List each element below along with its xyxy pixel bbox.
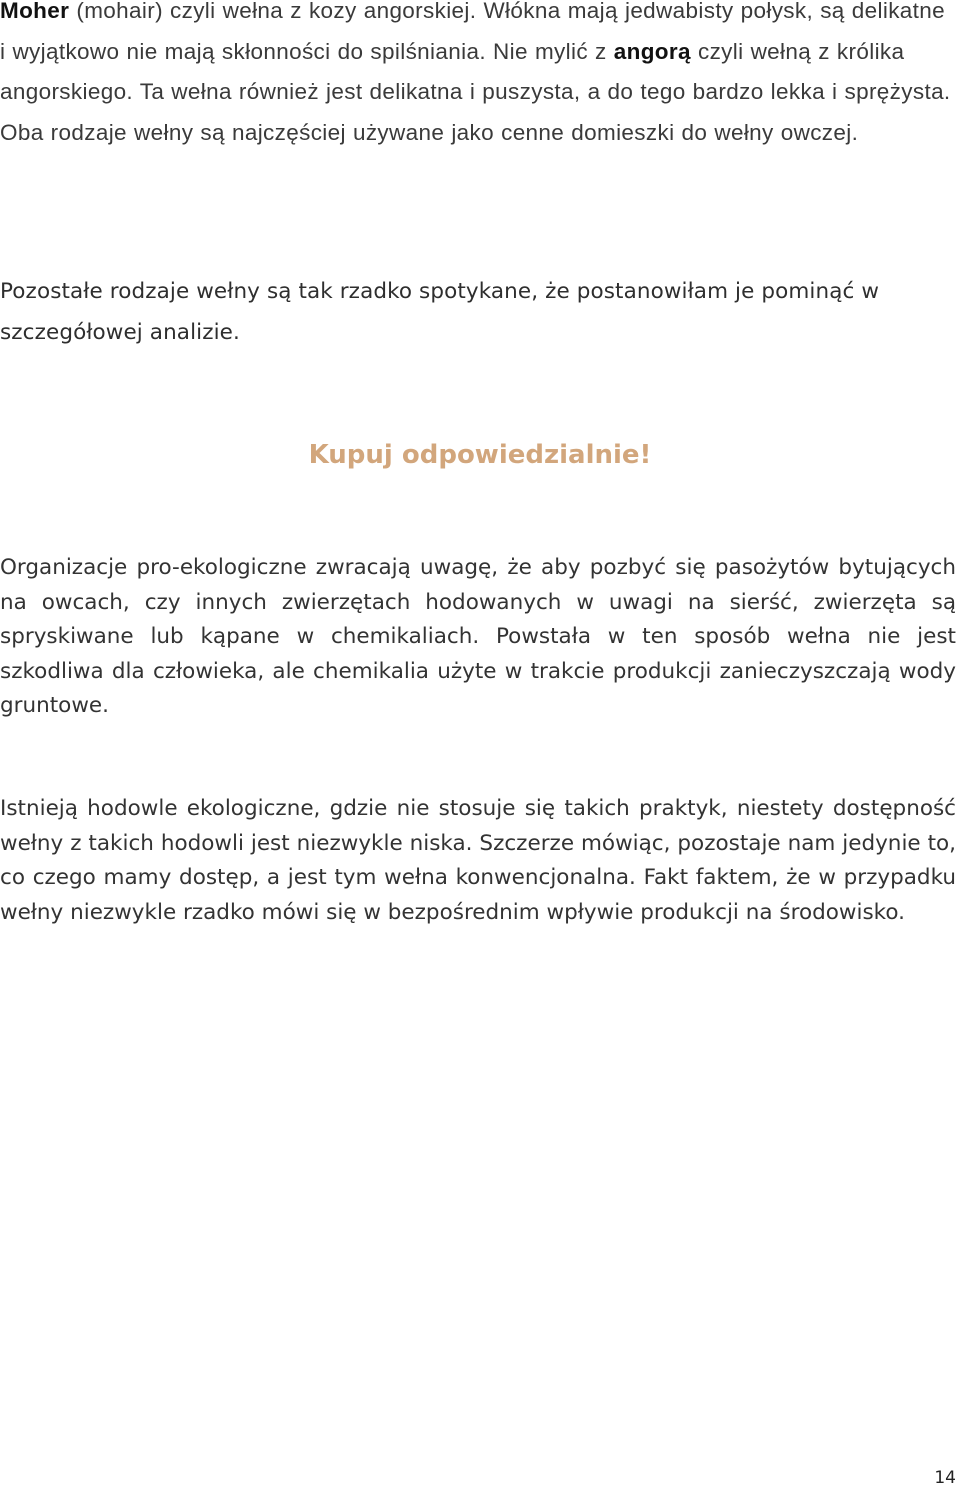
term-mohair: Moher xyxy=(0,0,70,23)
term-angora: angorą xyxy=(613,38,691,64)
paragraph-eco-farms: Istnieją hodowle ekologiczne, gdzie nie stosuje się takich praktyk, niestety dostępność wełny z takich hodowli jest niezwykle niska. Szczerze mówiąc, pozostaje nam jedynie to, co czego mamy dostęp, a jest tym wełna konwencjonalna. Fakt faktem, że w przypadku wełny niezwykle rzadko mówi się w bezpośrednim wpływie produkcji na środowisko. xyxy=(0,796,956,925)
section-heading: Kupuj odpowiedzialnie! xyxy=(308,440,652,470)
paragraph-mohair-text-2: czyli wełną z królika angorskiego. Ta wełna również jest delikatna i puszysta, a do tego bardzo lekka i sprężysta. Oba rodzaje wełny są najczęściej używane jako cenne domieszki do wełny owczej. xyxy=(0,38,951,145)
paragraph-eco-organizations: Organizacje pro-ekologiczne zwracają uwagę, że aby pozbyć się pasożytów bytujących na owcach, czy innych zwierzętach hodowanych w uwagi na sierść, zwierzęta są spryskiwane lub kąpane w chemikaliach. Powstała w ten sposób wełna nie jest szkodliwa dla człowieka, ale chemikalia użyte w trakcie produkcji zanieczyszczają wody gruntowe. xyxy=(0,555,956,719)
paragraph-mohair-text-1: (mohair) czyli wełna z kozy angorskiej. Włókna mają jedwabisty połysk, są delikatne i wyjątkowo nie mają skłonności do spilśniania. Nie mylić z xyxy=(0,0,945,64)
paragraph-mohair xyxy=(0,0,956,153)
paragraph-other-wool: Pozostałe rodzaje wełny są tak rzadko spotykane, że postanowiłam je pominąć w szczegółowej analizie. xyxy=(0,279,880,345)
page-number: 14 xyxy=(934,1468,956,1488)
